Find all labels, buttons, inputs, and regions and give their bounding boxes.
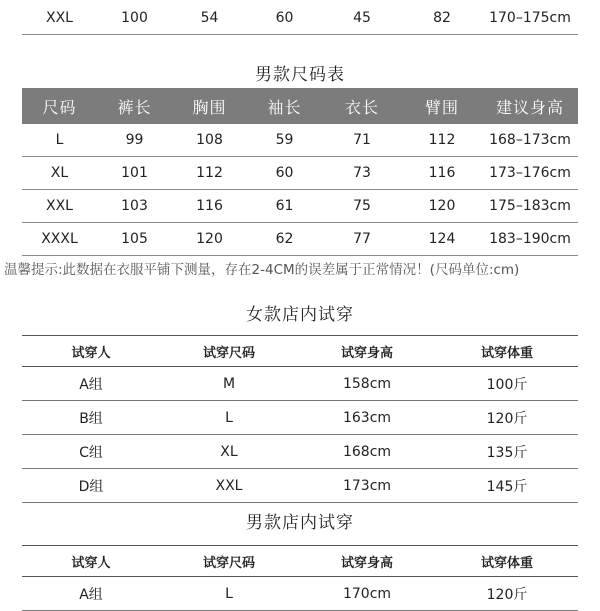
cell-height: 175–183cm: [482, 190, 578, 223]
men-size-title: 男款尺码表: [255, 65, 345, 85]
cell-length: 75: [322, 190, 402, 223]
cell-length: 77: [322, 223, 402, 256]
table-row: [22, 124, 578, 157]
table-row: [22, 435, 578, 469]
cell-fit-size: XL: [160, 435, 298, 469]
cell-pants-length: 100: [97, 2, 172, 35]
cell-arm: 120: [402, 190, 482, 223]
header-chest: 胸围: [172, 88, 247, 124]
cell-sleeve: 61: [247, 190, 322, 223]
cell-fit-height: 170cm: [298, 577, 436, 611]
header-arm: 臂围: [402, 88, 482, 124]
header-fit-weight: 试穿体重: [436, 546, 578, 577]
table-header-row: [22, 546, 578, 577]
cell-fit-size: XXL: [160, 469, 298, 503]
cell-size: XXL: [22, 190, 97, 223]
cell-chest: 54: [172, 2, 247, 35]
cell-length: 45: [322, 2, 402, 35]
top-size-row-table: [22, 2, 578, 35]
cell-fit-size: M: [160, 367, 298, 401]
header-pants-length: 裤长: [97, 88, 172, 124]
cell-tester: A组: [22, 577, 160, 611]
cell-chest: 116: [172, 190, 247, 223]
header-height: 建议身高: [482, 88, 578, 124]
table-header-row: [22, 88, 578, 124]
men-size-table: [22, 88, 578, 256]
table-row: [22, 577, 578, 611]
cell-height: 173–176cm: [482, 157, 578, 190]
cell-pants-length: 101: [97, 157, 172, 190]
header-fit-weight: 试穿体重: [436, 336, 578, 367]
cell-arm: 124: [402, 223, 482, 256]
cell-size: XL: [22, 157, 97, 190]
cell-length: 71: [322, 124, 402, 157]
men-fit-title: 男款店内试穿: [246, 513, 354, 533]
table-row: [22, 190, 578, 223]
header-size: 尺码: [22, 88, 97, 124]
table-row: [22, 2, 578, 35]
cell-sleeve: 59: [247, 124, 322, 157]
cell-size: XXXL: [22, 223, 97, 256]
header-fit-size: 试穿尺码: [160, 336, 298, 367]
cell-pants-length: 105: [97, 223, 172, 256]
cell-tester: B组: [22, 401, 160, 435]
cell-chest: 120: [172, 223, 247, 256]
cell-fit-size: L: [160, 577, 298, 611]
header-sleeve: 袖长: [247, 88, 322, 124]
women-fit-title: 女款店内试穿: [246, 305, 354, 325]
cell-length: 73: [322, 157, 402, 190]
men-fit-table: [22, 545, 578, 611]
cell-fit-height: 163cm: [298, 401, 436, 435]
cell-tester: C组: [22, 435, 160, 469]
cell-size: XXL: [22, 2, 97, 35]
table-row: [22, 157, 578, 190]
header-fit-size: 试穿尺码: [160, 546, 298, 577]
cell-size: L: [22, 124, 97, 157]
cell-height: 183–190cm: [482, 223, 578, 256]
cell-sleeve: 60: [247, 2, 322, 35]
cell-fit-weight: 120斤: [436, 577, 578, 611]
header-fit-height: 试穿身高: [298, 336, 436, 367]
table-row: [22, 223, 578, 256]
table-row: [22, 401, 578, 435]
cell-height: 168–173cm: [482, 124, 578, 157]
cell-chest: 112: [172, 157, 247, 190]
cell-arm: 116: [402, 157, 482, 190]
measurement-note: 温馨提示:此数据在衣服平铺下测量，存在2-4CM的误差属于正常情况！(尺码单位:cm): [4, 262, 520, 278]
cell-fit-height: 173cm: [298, 469, 436, 503]
women-fit-table: [22, 335, 578, 503]
cell-pants-length: 99: [97, 124, 172, 157]
cell-sleeve: 60: [247, 157, 322, 190]
cell-tester: D组: [22, 469, 160, 503]
cell-fit-size: L: [160, 401, 298, 435]
cell-pants-length: 103: [97, 190, 172, 223]
cell-fit-height: 158cm: [298, 367, 436, 401]
cell-chest: 108: [172, 124, 247, 157]
cell-fit-weight: 135斤: [436, 435, 578, 469]
header-tester: 试穿人: [22, 336, 160, 367]
cell-arm: 82: [402, 2, 482, 35]
cell-arm: 112: [402, 124, 482, 157]
table-row: [22, 469, 578, 503]
table-row: [22, 367, 578, 401]
cell-fit-weight: 145斤: [436, 469, 578, 503]
cell-fit-weight: 100斤: [436, 367, 578, 401]
cell-sleeve: 62: [247, 223, 322, 256]
header-length: 衣长: [322, 88, 402, 124]
cell-height: 170–175cm: [482, 2, 578, 35]
header-fit-height: 试穿身高: [298, 546, 436, 577]
cell-fit-height: 168cm: [298, 435, 436, 469]
cell-fit-weight: 120斤: [436, 401, 578, 435]
table-header-row: [22, 336, 578, 367]
header-tester: 试穿人: [22, 546, 160, 577]
cell-tester: A组: [22, 367, 160, 401]
